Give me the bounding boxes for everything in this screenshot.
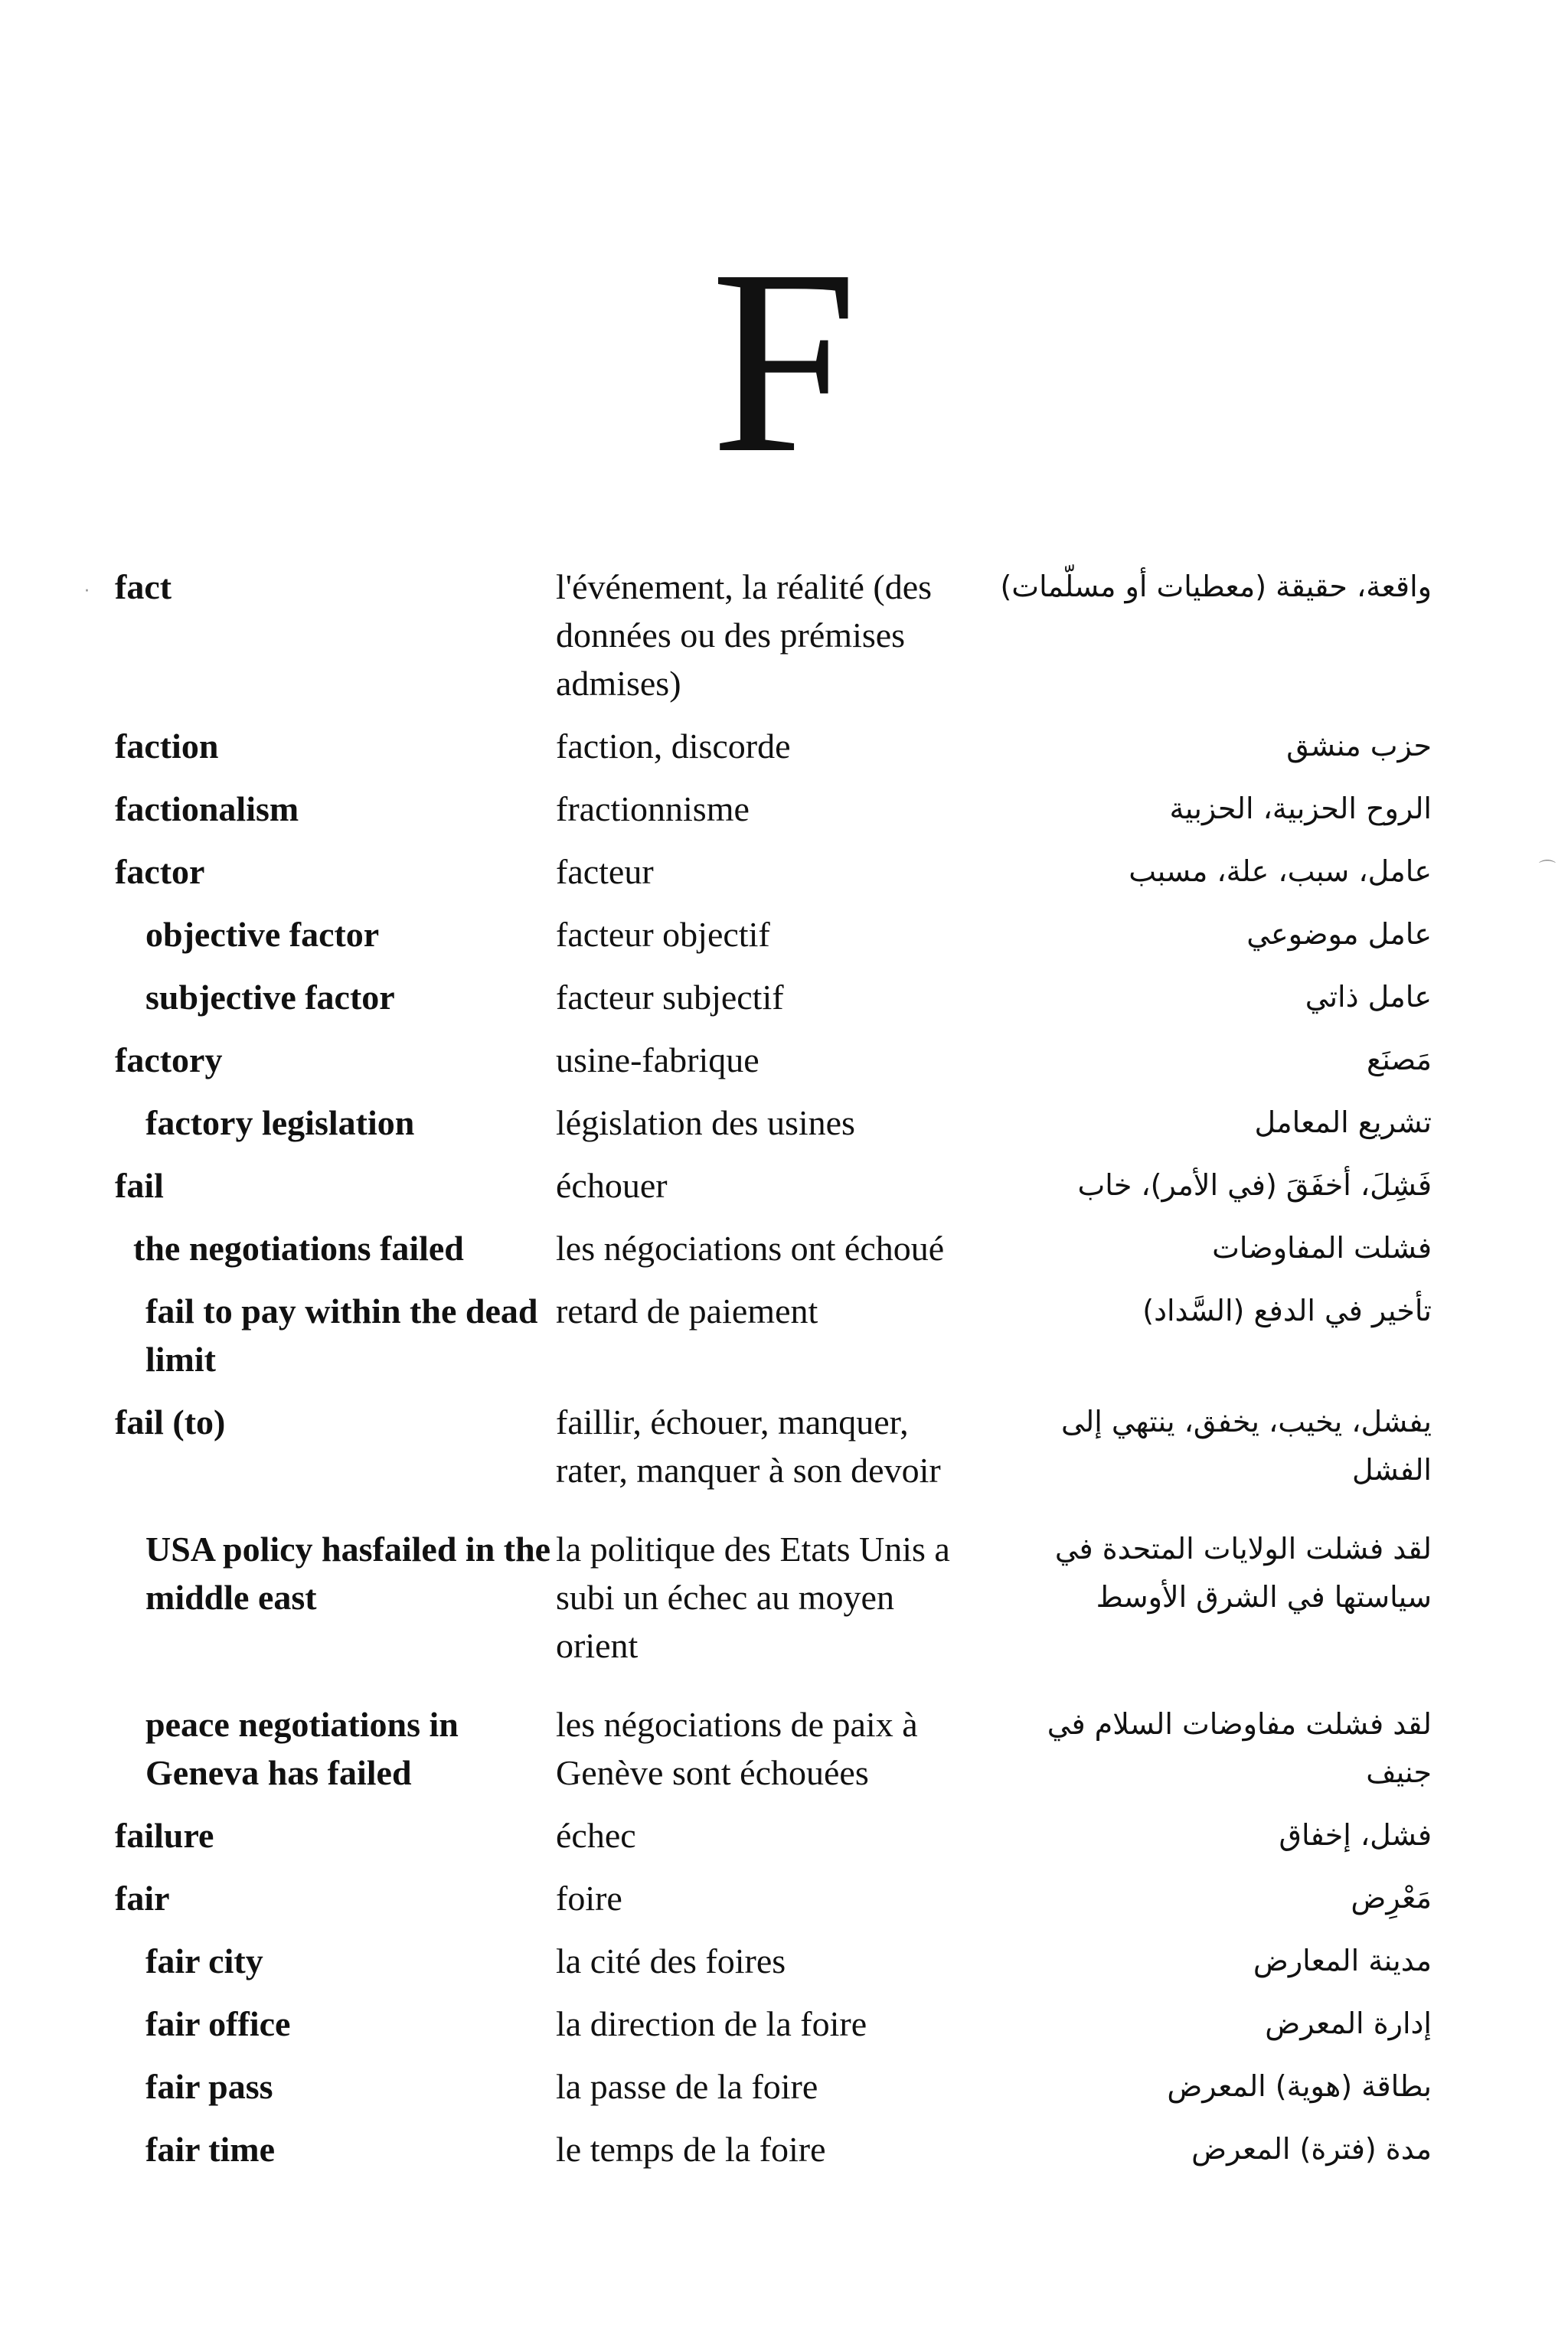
entry-row: [115, 1874, 1432, 1922]
entry-english: fact: [115, 567, 172, 606]
entry-french: le temps de la foire: [556, 2130, 826, 2169]
entry-english-sub: peace negotiations in Geneva has failed: [145, 1705, 459, 1792]
entry-english: failure: [115, 1816, 214, 1855]
entry-french: faillir, échouer, manquer, rater, manquer à son devoir: [556, 1402, 941, 1490]
entry-french: foire: [556, 1879, 622, 1918]
entry-english-sub: fail to pay within the dead limit: [145, 1291, 538, 1379]
entry-english-sub: fair city: [145, 1941, 263, 1980]
entry-arabic: فشلت المفاوضات: [1212, 1231, 1432, 1265]
scan-speck: ·: [84, 582, 90, 601]
entry-french: facteur: [556, 852, 654, 891]
entry-english-sub: USA policy hasfailed in the middle east: [145, 1530, 551, 1617]
entry-list: [115, 563, 1432, 2188]
entry-arabic: عامل ذاتي: [1305, 980, 1432, 1014]
entry-french: la cité des foires: [556, 1941, 786, 1980]
entry-english-sub: fair office: [145, 2004, 291, 2043]
entry-french: la passe de la foire: [556, 2067, 818, 2106]
entry-arabic: مَعْرِض: [1351, 1881, 1432, 1915]
entry-french: la politique des Etats Unis a subi un échec au moyen orient: [556, 1530, 950, 1665]
entry-row: [115, 910, 1432, 958]
entry-row: [115, 1525, 1432, 1670]
entry-french: les négociations de paix à Genève sont échouées: [556, 1705, 918, 1792]
entry-row: [115, 2125, 1432, 2173]
entry-arabic: مَصنَع: [1367, 1043, 1432, 1076]
entry-row: [115, 2062, 1432, 2111]
entry-row: [115, 1811, 1432, 1860]
entry-french: l'événement, la réalité (des données ou des prémises admises): [556, 567, 933, 703]
entry-english-sub: fair pass: [145, 2067, 273, 2106]
entry-arabic: يفشل، يخيب، يخفق، ينتهي إلى الفشل: [1061, 1405, 1432, 1487]
entry-english-sub: the negotiations failed: [133, 1229, 464, 1268]
entry-french: échouer: [556, 1166, 668, 1205]
entry-row: [115, 1700, 1432, 1797]
entry-english: fair: [115, 1879, 170, 1918]
entry-row: [115, 1398, 1432, 1494]
entry-row: [115, 2000, 1432, 2048]
entry-french: facteur subjectif: [556, 978, 784, 1017]
section-letter: F: [710, 215, 858, 508]
entry-row: [115, 1036, 1432, 1084]
entry-english-sub: factory legislation: [145, 1103, 415, 1142]
entry-arabic: مدة (فترة) المعرض: [1191, 2132, 1432, 2166]
entry-english: factionalism: [115, 789, 299, 828]
entry-arabic: واقعة، حقيقة (معطيات أو مسلّمات): [1000, 570, 1432, 603]
entry-french: la direction de la foire: [556, 2004, 867, 2043]
entry-french: faction, discorde: [556, 727, 791, 766]
entry-french: échec: [556, 1816, 636, 1855]
entry-arabic: حزب منشق: [1286, 729, 1432, 762]
entry-arabic: مدينة المعارض: [1253, 1944, 1432, 1977]
entry-french: facteur objectif: [556, 915, 770, 954]
entry-row: [115, 1224, 1432, 1272]
entry-french: usine-fabrique: [556, 1040, 760, 1079]
entry-row: [115, 563, 1432, 707]
entry-row: [115, 847, 1432, 896]
entry-row: [115, 1161, 1432, 1210]
entry-arabic: الروح الحزبية، الحزبية: [1169, 792, 1432, 825]
entry-row: [115, 722, 1432, 770]
entry-french: législation des usines: [556, 1103, 855, 1142]
entry-arabic: عامل، سبب، علة، مسبب: [1129, 854, 1432, 888]
entry-arabic: فشل، إخفاق: [1279, 1818, 1432, 1852]
entry-english: fail (to): [115, 1402, 226, 1442]
entry-english-sub: fair time: [145, 2130, 276, 2169]
entry-english: faction: [115, 727, 219, 766]
entry-arabic: لقد فشلت الولايات المتحدة في سياستها في الشرق الأوسط: [1054, 1532, 1432, 1614]
entry-row: [115, 1099, 1432, 1147]
entry-english: fail: [115, 1166, 164, 1205]
entry-french: fractionnisme: [556, 789, 750, 828]
entry-english-sub: objective factor: [145, 915, 380, 954]
entry-row: [115, 1287, 1432, 1383]
entry-arabic: تشريع المعامل: [1254, 1105, 1432, 1139]
entry-arabic: عامل موضوعي: [1246, 917, 1432, 951]
entry-row: [115, 973, 1432, 1021]
entry-arabic: بطاقة (هوية) المعرض: [1167, 2069, 1432, 2103]
entry-arabic: إدارة المعرض: [1265, 2007, 1432, 2040]
entry-english-sub: subjective factor: [145, 978, 395, 1017]
scan-speck: ⌒: [1539, 860, 1557, 879]
entry-row: [115, 785, 1432, 833]
entry-english: factor: [115, 852, 205, 891]
entry-french: retard de paiement: [556, 1291, 818, 1331]
entry-arabic: تأخير في الدفع (السَّداد): [1142, 1294, 1432, 1327]
entry-english: factory: [115, 1040, 223, 1079]
entry-french: les négociations ont échoué: [556, 1229, 945, 1268]
entry-arabic: لقد فشلت مفاوضات السلام في جنيف: [1047, 1707, 1432, 1789]
entry-arabic: فَشِلَ، أخفَقَ (في الأمر)، خاب: [1077, 1168, 1432, 1202]
entry-row: [115, 1937, 1432, 1985]
